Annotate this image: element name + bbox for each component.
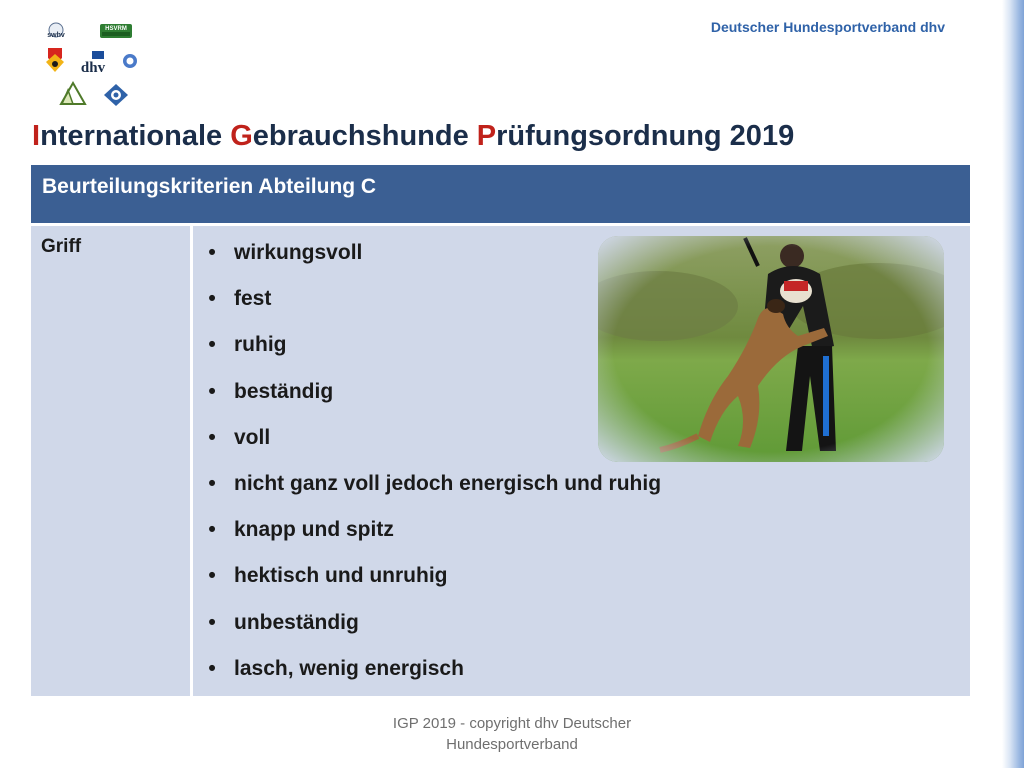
criteria-text: voll xyxy=(234,425,271,449)
triangle-logo-icon xyxy=(61,83,85,104)
title-part2-cap: G xyxy=(230,120,253,152)
criteria-text: nicht ganz voll jedoch energisch und ruhig xyxy=(234,471,662,495)
bullet-icon: • xyxy=(208,241,216,264)
bullet-icon: • xyxy=(208,379,216,403)
list-item xyxy=(202,332,661,378)
bullet-icon: • xyxy=(208,425,216,449)
dog-bite-work-photo xyxy=(598,236,944,462)
slide-edge-gradient xyxy=(1002,0,1024,768)
table-header xyxy=(31,165,970,226)
criteria-list xyxy=(202,240,661,702)
footer-line-2: Hundesportverband xyxy=(446,736,578,753)
title-part3-cap: P xyxy=(476,120,497,152)
criteria-text: beständig xyxy=(234,379,334,403)
title-part1-rest: nternationale xyxy=(40,120,231,152)
list-item xyxy=(202,471,661,517)
criteria-text: lasch, wenig energisch xyxy=(234,656,464,680)
bullet-icon: • xyxy=(208,287,216,311)
bullet-icon: • xyxy=(208,333,216,357)
list-item xyxy=(202,286,661,332)
title-part2-rest: ebrauchshunde xyxy=(252,120,477,152)
list-item xyxy=(202,517,661,563)
dhv-logo-label: dhv xyxy=(80,60,106,76)
bullet-icon: • xyxy=(208,518,216,542)
title-part3-rest: rüfungsordnung 2019 xyxy=(496,120,795,152)
footer-line-1: IGP 2019 - copyright dhv Deutscher xyxy=(392,715,632,732)
criteria-text: hektisch und unruhig xyxy=(234,564,448,588)
hsvrm-logo-icon xyxy=(100,24,132,38)
list-item xyxy=(202,425,661,471)
criteria-text: knapp und spitz xyxy=(234,518,394,542)
shield-logo-icon xyxy=(46,48,64,72)
bullet-icon: • xyxy=(208,564,216,588)
title-part1-cap: I xyxy=(32,120,41,152)
criteria-text: fest xyxy=(234,287,272,311)
club-logos xyxy=(38,20,148,112)
criteria-text: unbeständig xyxy=(234,610,359,634)
list-item xyxy=(202,656,661,702)
criteria-text: ruhig xyxy=(234,333,287,357)
hsvrm-logo-label: HSVRM xyxy=(105,26,127,32)
swhv-logo-label: swhv xyxy=(47,32,65,39)
list-item xyxy=(202,240,661,286)
swhv-logo-icon xyxy=(47,23,65,39)
bullet-icon: • xyxy=(208,656,216,680)
bullet-icon: • xyxy=(208,610,216,634)
dhv-logo-icon xyxy=(81,51,106,76)
organization-header: Deutscher Hundesportverband dhv xyxy=(710,19,945,35)
table-header-text: Beurteilungskriterien Abteilung C xyxy=(42,175,377,198)
diamond-logo-icon xyxy=(104,84,128,106)
bullet-icon: • xyxy=(208,471,216,495)
list-item xyxy=(202,379,661,425)
page-title xyxy=(32,120,972,153)
criteria-text: wirkungsvoll xyxy=(234,241,363,264)
column-divider xyxy=(190,226,193,696)
blue-round-logo-icon xyxy=(123,54,137,68)
footer-copyright xyxy=(352,713,672,755)
row-label: Griff xyxy=(41,236,82,257)
list-item xyxy=(202,563,661,609)
list-item xyxy=(202,610,661,656)
